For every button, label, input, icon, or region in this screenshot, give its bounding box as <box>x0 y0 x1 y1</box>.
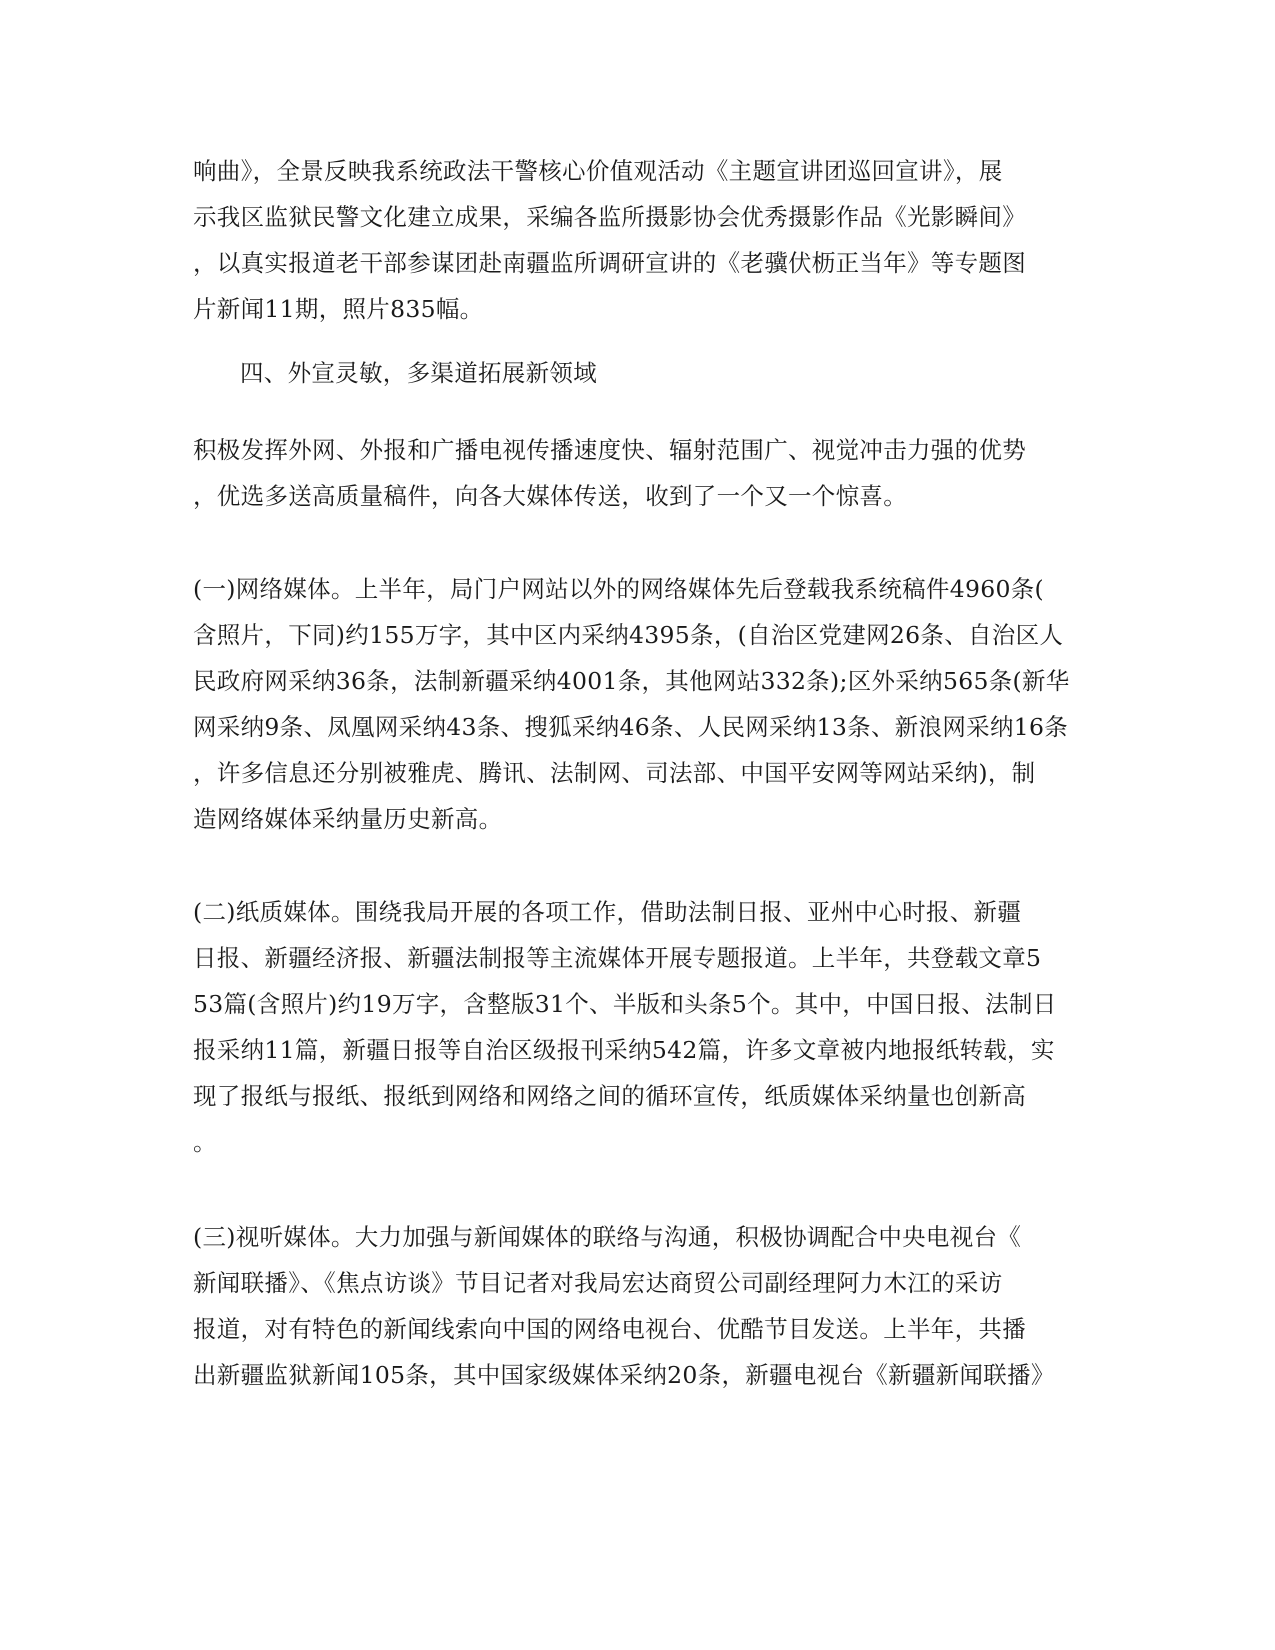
intro-paragraph <box>193 148 1073 332</box>
section-heading: 四、外宣灵敏，多渠道拓展新领域 <box>240 359 597 387</box>
text-line: 现了报纸与报纸、报纸到网络和网络之间的循环宣传，纸质媒体采纳量也创新高 <box>193 1082 1026 1110</box>
text-line: (三)视听媒体。大力加强与新闻媒体的联络与沟通，积极协调配合中央电视台《 <box>193 1223 1022 1251</box>
text-line: 示我区监狱民警文化建立成果，采编各监所摄影协会优秀摄影作品《光影瞬间》 <box>193 203 1026 231</box>
text-line: 响曲》，全景反映我系统政法干警核心价值观活动《主题宣讲团巡回宣讲》，展 <box>193 157 1003 185</box>
text-line: 。 <box>193 1128 217 1156</box>
text-line: ，优选多送高质量稿件，向各大媒体传送，收到了一个又一个惊喜。 <box>193 482 907 510</box>
text-line: ，许多信息还分别被雅虎、腾讯、法制网、司法部、中国平安网等网站采纳)，制 <box>193 759 1036 787</box>
print-media-paragraph <box>193 889 1073 1165</box>
text-line: 53篇(含照片)约19万字，含整版31个、半版和头条5个。其中，中国日报、法制日 <box>193 990 1057 1018</box>
network-media-paragraph <box>193 566 1073 842</box>
text-line: 新闻联播》、《焦点访谈》节目记者对我局宏达商贸公司副经理阿力木江的采访 <box>193 1269 1003 1297</box>
outreach-paragraph <box>193 427 1073 519</box>
text-line: 积极发挥外网、外报和广播电视传播速度快、辐射范围广、视觉冲击力强的优势 <box>193 436 1026 464</box>
text-line: 日报、新疆经济报、新疆法制报等主流媒体开展专题报道。上半年，共登载文章5 <box>193 944 1042 972</box>
text-line: 片新闻11期，照片835幅。 <box>193 295 484 323</box>
text-line: (一)网络媒体。上半年，局门户网站以外的网络媒体先后登载我系统稿件4960条( <box>193 575 1045 603</box>
text-line: 民政府网采纳36条，法制新疆采纳4001条，其他网站332条);区外采纳565条(新华 <box>193 667 1070 695</box>
text-line: 网采纳9条、凤凰网采纳43条、搜狐采纳46条、人民网采纳13条、新浪网采纳16条 <box>193 713 1069 741</box>
text-line: (二)纸质媒体。围绕我局开展的各项工作，借助法制日报、亚州中心时报、新疆 <box>193 898 1022 926</box>
text-line: 含照片，下同)约155万字，其中区内采纳4395条，(自治区党建网26条、自治区人 <box>193 621 1064 649</box>
text-line: ，以真实报道老干部参谋团赴南疆监所调研宣讲的《老骥伏枥正当年》等专题图 <box>193 249 1026 277</box>
text-line: 报采纳11篇，新疆日报等自治区级报刊采纳542篇，许多文章被内地报纸转载，实 <box>193 1036 1055 1064</box>
text-line: 报道，对有特色的新闻线索向中国的网络电视台、优酷节目发送。上半年，共播 <box>193 1315 1026 1343</box>
broadcast-media-paragraph <box>193 1214 1073 1398</box>
text-line: 出新疆监狱新闻105条，其中国家级媒体采纳20条，新疆电视台《新疆新闻联播》 <box>193 1361 1055 1389</box>
text-line: 造网络媒体采纳量历史新高。 <box>193 805 503 833</box>
